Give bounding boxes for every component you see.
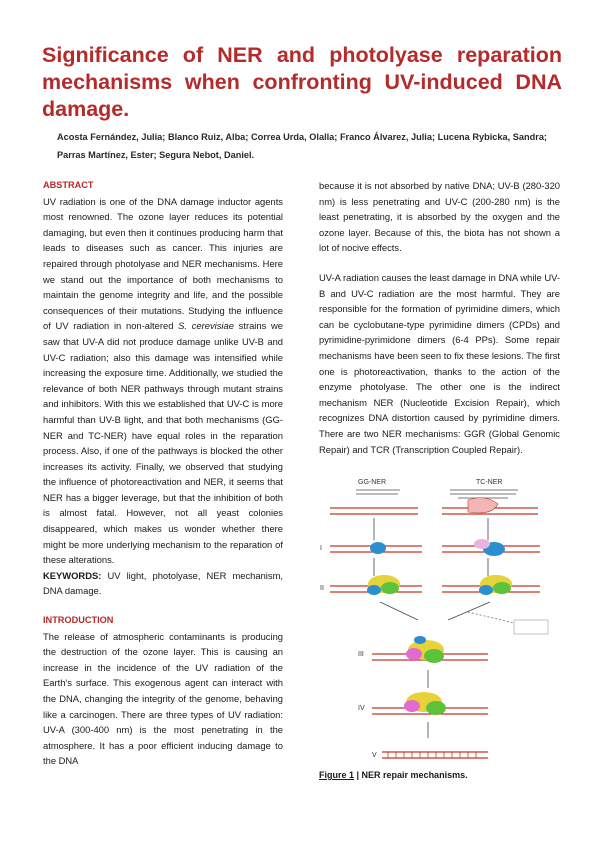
tc-ner-label: TC-NER bbox=[476, 479, 503, 486]
xpc-protein-gg bbox=[370, 542, 386, 554]
rna-pol-shape bbox=[468, 498, 498, 513]
merge-arrow-gg bbox=[380, 602, 418, 620]
side-branch bbox=[468, 612, 518, 624]
ner-diagram bbox=[318, 474, 562, 770]
side-note-box bbox=[514, 620, 548, 634]
repair-mechanisms-paragraph: UV-A radiation causes the least damage in DNA while UV-B and UV-C radiation are the most harmful. They are responsible for the formation of pyrimidine dimers, which can be cyclobutane-type pyrimidine dimers (CPDs) and pyrimidine-pyrimidone dimers (6-4 PPs). Some repair mechanisms have been seen to fix these lesions. The first one is photoreactivation, thanks to the action of the enzyme photolyase. The other one is the indirect mechanism NER (Nucleotide Excision Repair), which recognizes DNA distortion caused by pyrimidine dimers. There are two NER mechanisms: GGR (Global Genomic Repair) and TCR (Transcription Coupled Repair). bbox=[319, 271, 560, 455]
abstract-text-1: UV radiation is one of the DNA damage inductor agents most renowned. The ozone layer reduces its potential damaging, but even then it continues producing harm that leads to diseases such as cancer. This injuries are repaired through photolyase and NER mechanisms. Here we stand out the importance of both mechanisms to maintain the genome integrity and life, and the possible consequences of their mutations. Studying the influence of UV radiation in non-altered bbox=[43, 195, 283, 332]
left-column bbox=[43, 178, 283, 769]
abstract-text-2: strains we saw that UV-A did not produce damage unlike UV-B and UV-C radiation; also this damage was intensified while increasing the exposure time. Additionally, we studied the relevance of both NER pathways through mutant strains and inhibitors. With this we established that UV-C is more harmful than UV-B light, and that both mechanisms (GG-NER and TC-NER) have equal roles in the reparation process. Also, if one of the pathways is blocked the other increases its activity. Finally, we observed that studying the influence of photoreactivation and NER, it seems that NER has a bigger leverage, but that the inhibition of both is almost fatal. However, not all yeast colonies disappeared, which makes us wonder whether there might be more underlying mechanism to the reparation of these alterations. bbox=[43, 320, 283, 566]
incision-green bbox=[424, 649, 444, 663]
gg-ner-label: GG-NER bbox=[358, 479, 386, 486]
step-label-4: IV bbox=[358, 705, 365, 712]
figure-number: Figure 1 bbox=[319, 770, 355, 780]
step-label-5: V bbox=[372, 752, 377, 759]
incision-pink bbox=[406, 648, 422, 660]
step-label-2: II bbox=[320, 585, 324, 592]
introduction-heading: INTRODUCTION bbox=[43, 615, 114, 626]
incision-blue bbox=[414, 636, 426, 644]
figure-caption-text: | NER repair mechanisms. bbox=[354, 770, 468, 780]
abstract-heading: ABSTRACT bbox=[43, 180, 94, 190]
tc-ner-notes bbox=[450, 490, 518, 498]
rna-pol-tc bbox=[474, 539, 490, 549]
author-list: Acosta Fernández, Julia; Blanco Ruiz, Alba; Correa Urda, Olalla; Franco Álvarez, Julia; Lucena Rybicka, Sandra; Parras Martínez, Ester; Segura Nebot, Daniel. bbox=[57, 132, 547, 160]
keywords bbox=[43, 568, 283, 599]
excision-pink bbox=[404, 700, 420, 712]
xpa-protein-gg bbox=[381, 582, 399, 594]
figure-caption bbox=[319, 770, 559, 780]
intro-continued-paragraph: because it is not absorbed by native DNA; UV-B (280-320 nm) is less penetrating and UV-C (200-280 nm) is the least penetrating, it is absorbed by the oxygen and the ozone layer. Because of this, the biota has not shown a lot of nocive effects. bbox=[319, 180, 560, 254]
introduction-body: The release of atmospheric contaminants is producing the destruction of the ozone layer. This is causing an increase in the incidence of the UV radiation of the Earth's surface. This exogenous agent can interact with the DNA, changing the integrity of the genome, behaving like a carcinogen. There are three types of UV radiation: UV-A (300-400 nm) is the most penetrating in the atmosphere. It has a poor efficient inducing damage to the DNA bbox=[43, 630, 283, 767]
dna-strand-5 bbox=[382, 752, 488, 758]
repaired-dna-ticks bbox=[388, 752, 476, 758]
csb-protein-tc-2 bbox=[479, 585, 493, 595]
right-column bbox=[319, 178, 560, 457]
merge-arrow-tc bbox=[448, 602, 490, 620]
xpc-protein-gg-2 bbox=[367, 585, 381, 595]
species-name: S. cerevisiae bbox=[178, 320, 234, 332]
ner-figure bbox=[318, 474, 562, 784]
paper-title: Significance of NER and photolyase reparation mechanisms when confronting UV-induced DNA damage. bbox=[42, 43, 562, 121]
keywords-label: KEYWORDS: bbox=[43, 569, 102, 581]
abstract-body bbox=[43, 194, 283, 568]
excision-green bbox=[426, 701, 446, 715]
dna-strand-gg-top bbox=[330, 508, 418, 514]
step-label-3: III bbox=[358, 651, 364, 658]
xpa-protein-tc bbox=[493, 582, 511, 594]
step-label-1: I bbox=[320, 545, 322, 552]
gg-ner-notes bbox=[356, 490, 400, 494]
keywords-text: UV light, photolyase, NER mechanism, DNA damage. bbox=[43, 569, 283, 597]
